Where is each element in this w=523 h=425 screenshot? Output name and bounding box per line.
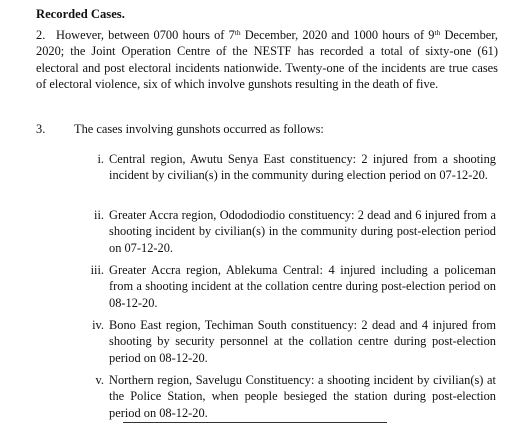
list-item-numeral: iv. bbox=[92, 318, 104, 332]
footnote-divider bbox=[123, 422, 387, 423]
list-item-numeral: iii. bbox=[90, 263, 104, 277]
paragraph-3 bbox=[36, 121, 498, 137]
paragraph-2-sup-b: th bbox=[434, 28, 441, 37]
paragraph-2-text-a: However, between 0700 hours of 7 bbox=[56, 28, 235, 42]
paragraph-2-number: 2. bbox=[36, 28, 46, 42]
list-item-text: Greater Accra region, Odododiodio constituency: 2 dead and 6 injured from a shooting incident by civilian(s) in the community during post-election period on 07-12-20. bbox=[109, 208, 496, 255]
list-item-numeral: i. bbox=[97, 152, 104, 166]
list-item-text: Central region, Awutu Senya East constituency: 2 injured from a shooting incident by civilian(s) in the community during election period on 07-12-20. bbox=[109, 152, 496, 183]
list-item-numeral: ii. bbox=[94, 208, 104, 222]
paragraph-2-sup-a: th bbox=[234, 28, 241, 37]
list-item-text: Northern region, Savelugu Constituency: a shooting incident by civilian(s) at the Police Station, when people besieged the station during post-election period on 08-12-20. bbox=[109, 373, 496, 420]
list-item-numeral: v. bbox=[95, 373, 104, 387]
paragraph-2-text-b: December, 2020 and 1000 hours of 9 bbox=[240, 28, 435, 42]
paragraph-2 bbox=[36, 27, 498, 93]
list-item-text: Greater Accra region, Ablekuma Central: 4 injured including a policeman from a shooting incident at the collation centre during post-election period on 08-12-20. bbox=[109, 263, 496, 310]
paragraph-3-number: 3. bbox=[36, 122, 46, 136]
list-item-text: Bono East region, Techiman South constituency: 2 dead and 4 injured from shooting by security personnel at the collation centre during post-election period on 08-12-20. bbox=[109, 318, 496, 365]
paragraph-3-text: The cases involving gunshots occurred as follows: bbox=[74, 122, 324, 136]
section-heading: Recorded Cases. bbox=[36, 7, 125, 21]
paragraph-2-text-c: December, 2020; the Joint Operation Centre of the NESTF has recorded a total of sixty-one (61) electoral and post electoral incidents nationwide. Twenty-one of the incidents are true cases of electoral violence, six of which involve gunshots resulting in the death of five. bbox=[36, 28, 498, 92]
